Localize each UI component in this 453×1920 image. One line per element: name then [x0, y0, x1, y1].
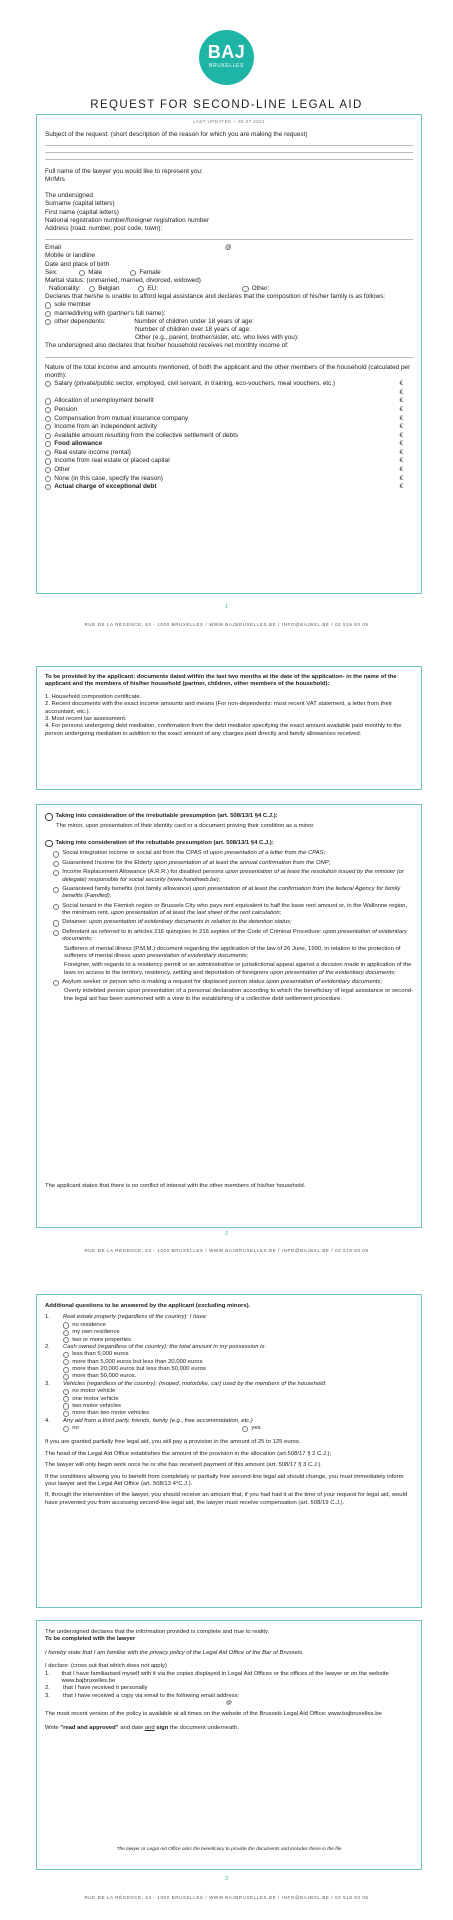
compensation-text: If, through the intervention of the lawyer, you should receive an amount that, if you had had it at the time of your request for legal aid, would have prevented you from accessing second-line legal aid, the lawyer must receive compensation (art. 508/19 C.J.).	[45, 1492, 408, 1506]
write-e: sign	[154, 1724, 169, 1731]
subject-line-3[interactable]	[45, 153, 413, 160]
married-label: married/living with (partner's full name):	[54, 309, 166, 317]
aid-yes-label: yes	[251, 1425, 261, 1431]
foreigner-italic: upon presentation of the evidentiary documents;	[270, 969, 396, 976]
page1-form	[36, 114, 422, 594]
privacy-text: I hereby state that I am familiar with the privacy policy of the Legal Aid Office of the Bar of Brussels.	[45, 1649, 304, 1656]
income-radio[interactable]	[45, 484, 51, 490]
euro-sign: €	[399, 414, 403, 422]
rebuttable-radio-item[interactable]	[53, 870, 59, 876]
rebuttable-items	[45, 850, 413, 943]
declares-family: Declares that he/she is unable to afford legal assistance and declares that the composition of his/her family is as follows:	[45, 293, 386, 301]
income-radio[interactable]	[45, 416, 51, 422]
income-row	[45, 380, 413, 389]
rebuttable-item-italic: upon presentation of evidentiary documents;	[62, 928, 408, 943]
children-over-18[interactable]: Number of children over 18 years of age:	[135, 326, 251, 333]
declare-1[interactable]: that I have familiarised myself with it via the copies displayed in Legal Aid Offices or the offices of the lawyer or on the website www.bajbruxelles.be	[61, 1670, 389, 1684]
rebuttable-item-italic: upon presentation of at least the last sheet of the rent calculation;	[110, 910, 282, 916]
foreigner-text: Foreigner, with regards to a residency permit or an administrative or jurisdictional appeal against a decision made in application of the laws on access to the territory, residency, settling and deportation of foreigners	[64, 962, 412, 976]
write-b: "read and approved"	[60, 1724, 119, 1731]
doc-item-4: 4. For persons undergoing debt mediation, confirmation from the debt mediator specifying the exact amount available paid monthly to the person undergoing mediation in addition to the exact amount of any charges paid directly and family allowances received.	[45, 723, 402, 737]
euro-sign: €	[399, 448, 403, 456]
provision-text: If you are granted partially free legal aid, you will pay a provision in the amount of 25 to 125 euros.	[45, 1439, 301, 1446]
q3o-radio[interactable]	[63, 1411, 69, 1417]
conflict-text: The applicant states that there is no conflict of interest with the other members of his/her household.	[45, 1183, 306, 1189]
dependents-label: other dependents:	[54, 317, 106, 325]
marital-field[interactable]: Marital status: (unmarried, married, divorced, widowed)	[45, 276, 201, 284]
declare-2[interactable]: that I have received it personally	[63, 1685, 148, 1692]
q1o-radio[interactable]	[63, 1330, 69, 1336]
income-label: None (in this case, specify the reason)	[54, 474, 163, 482]
q2-label: Cash owned (regardless of the country): the total amount in my possession is:	[63, 1343, 266, 1350]
q1o-option	[63, 1322, 413, 1329]
q2o-radio[interactable]	[63, 1374, 69, 1380]
documents-title: To be provided by the applicant: documents dated within the last two months at the date of the application- in the name of the applicant and the members of his/her household (partner, children, other members of the household):	[45, 674, 397, 688]
payment-text: The lawyer will only begin work once he or she has received payment of this amount (art. 508/17 § 3 C.J.).	[45, 1462, 322, 1469]
email-field[interactable]: Email	[45, 244, 61, 252]
rebuttable-item-text: Detainee:	[62, 919, 88, 926]
income-radio[interactable]	[45, 381, 51, 387]
income-radio[interactable]	[45, 433, 51, 439]
lawyer-note: The lawyer or Legal Aid Office asks the beneficiary to provide the documents and includes these in the file	[116, 1847, 342, 1852]
lawyer-label: Full name of the lawyer you would like to represent you:	[45, 167, 203, 175]
rebuttable-item-text: Income Replacement Allowance (A.R.R.) for disabled persons	[62, 869, 224, 876]
subject-line-2[interactable]	[45, 146, 413, 153]
children-under-18[interactable]: Number of children under 18 years of age:	[134, 317, 254, 325]
rebuttable-item-text: Social tenant in the Flemish region or Brussels City who pays rent equivalent to half the base rent amount or, in the Wallonne region, the minimum rent,	[62, 902, 408, 916]
sex-label: Sex:	[45, 268, 58, 276]
income-label: Salary (private/public sector, employed, civil servant, in training, eco-vouchers, meal vouchers, etc.)	[54, 380, 336, 388]
doc-item-3: 3. Most recent tax assessment.	[45, 715, 127, 722]
other-nationality-radio[interactable]	[242, 286, 248, 292]
q1o-option	[63, 1337, 413, 1344]
euro-sign: €	[399, 440, 403, 448]
income-radio[interactable]	[45, 476, 51, 482]
income-label: Pension	[54, 405, 78, 413]
q2o-radio[interactable]	[63, 1367, 69, 1373]
euro-sign: €	[399, 405, 403, 413]
rebuttable-item	[53, 919, 413, 926]
declare-text: I declare: (cross out that which does not apply)	[45, 1663, 167, 1670]
write-c: and date	[118, 1724, 145, 1731]
natreg-field[interactable]: National registration number/foreigner registration number	[45, 216, 210, 224]
q1o-label: no residence	[72, 1321, 106, 1328]
firstname-field[interactable]: First name (capital letters)	[45, 208, 119, 216]
q2o-option	[63, 1351, 413, 1358]
income-row	[45, 389, 413, 398]
email-at-sign: @	[226, 1700, 232, 1706]
page-number-3: 3	[225, 1876, 228, 1882]
married-radio[interactable]	[45, 311, 51, 317]
dob-field[interactable]: Date and place of birth	[45, 260, 110, 268]
rebuttable-item-italic: upon presentation of at least the resolution issued by the minister (or delegate) responsible for social security (www.handiweb.be);	[62, 869, 405, 883]
rebuttable-item-text: Guaranteed family benefits (not family allowance)	[62, 885, 192, 892]
euro-sign: €	[399, 457, 403, 465]
female-radio[interactable]	[130, 270, 136, 276]
q3o-option	[63, 1388, 413, 1395]
documents-box	[36, 666, 422, 790]
q3o-label: more than two motor vehicles	[72, 1410, 150, 1417]
income-nature: Nature of the total income and amounts mentioned, of both the applicant and the other members of the household (calculated per month):	[45, 363, 411, 379]
q1-options	[45, 1322, 413, 1344]
rebuttable-item	[53, 929, 413, 944]
aid-yes-radio[interactable]	[242, 1426, 248, 1432]
minor-text: The minor, upon presentation of their identity card or a document proving their condition as a minor.	[56, 822, 315, 829]
income-label: Allocation of unemployment benefit	[54, 397, 154, 405]
mobile-field[interactable]: Mobile or landline	[45, 252, 96, 260]
q3-options	[45, 1388, 413, 1418]
female-label: Female	[139, 268, 161, 276]
rebuttable-radio-item[interactable]	[53, 904, 59, 910]
q3o-option	[63, 1396, 413, 1403]
rebuttable-item-text: Defendant as referred to in articles 216 quinquies to 216 septies of the Code of Criminal Procedure:	[62, 928, 322, 935]
euro-sign: €	[399, 483, 403, 491]
additional-questions-box: Additional questions to be answered by the applicant (excluding minors). 1. Real estate property (regardless of the country): I have: no residence my own residence two or more properties 2. Cash owned (regardless of the country): the total amount in my possession is: less than 5,000 euros more than 5,000 euros but less than 20,000 euros more than 20,000 euros but less than 50,000 euros more than 50,000 euros. 3. Vehicles (regardless of the country): (moped, motorbike, car) used by the members of the household: no motor vehicle one motor vehicle two motor vehicles more than two motor vehicles 4. Any aid from a third party, friends, family (e.g., free accommodation, etc.) no yes If you are granted partially free legal aid, you will pay a provision in the amount of 25 to 125 euros. The head of the Legal Aid Office establishes the amount of the provision in the allocation (art.508/17 § 2 C.J.); The lawyer will only begin work once he or she has received payment of this amount (art. 508/17 § 3 C.J.). If the conditions allowing you to benefit from completely or partially free second-line legal aid should change, you must immediately inform your lawyer and the Legal Aid Office (art. 508/13 4°C.J.). If, through the intervention of the lawyer, you should receive an amount that, if you had had it at the time of your request for legal aid, would have prevented you from accessing second-line legal aid, the lawyer must receive compensation (art. 508/19 C.J.).	[36, 1294, 422, 1608]
q3o-option	[63, 1403, 413, 1410]
income-label: Available amount resulting from the collective settlement of debts	[54, 431, 239, 439]
income-label: Food allowance	[54, 440, 103, 448]
lawyer-section-title: To be completed with the lawyer	[45, 1636, 136, 1643]
rebuttable-item-italic: upon presentation of evidentiary documents in relation to the detention status;	[89, 919, 292, 926]
income-row	[45, 423, 413, 432]
undersigned: The undersigned	[45, 192, 93, 200]
q3-label: Vehicles (regardless of the country): (moped, motorbike, car) used by the members of the household:	[63, 1380, 327, 1387]
asylum-text: Asylum seeker or person who is making a request for displaced person status	[62, 979, 265, 985]
conditions-text: If the conditions allowing you to benefit from completely or partially free second-line legal aid should change, you must immediately inform your lawyer and the Legal Aid Office (art. 508/13 4°C.J.).	[45, 1473, 404, 1487]
sole-member-radio[interactable]	[45, 302, 51, 308]
income-label: Compensation from mutual insurance company	[54, 414, 189, 422]
rebuttable-radio[interactable]	[45, 840, 53, 848]
presumption-box	[36, 804, 422, 1228]
q2o-label: more than 50,000 euros.	[72, 1373, 137, 1380]
rebuttable-item	[53, 869, 413, 884]
sole-member-label: sole member	[54, 301, 92, 309]
income-row	[45, 406, 413, 415]
rebuttable-radio-item[interactable]	[53, 887, 59, 893]
income-radio[interactable]	[45, 407, 51, 413]
nationality-label: Nationality:	[49, 285, 81, 293]
page-number-2: 2	[225, 1231, 228, 1237]
income-row	[45, 432, 413, 441]
q2o-label: less than 5,000 euros	[72, 1351, 129, 1358]
mr-mrs: Mr/Mrs	[45, 176, 65, 183]
last-updated: LAST UPDATED – 30.07.2021	[192, 119, 266, 124]
male-label: Male	[88, 268, 103, 276]
income-row	[45, 474, 413, 483]
income-label: Other	[54, 466, 71, 474]
q1o-label: two or more properties	[72, 1336, 132, 1343]
aid-no-radio[interactable]	[63, 1426, 69, 1432]
q1o-option	[63, 1329, 413, 1336]
euro-sign: €	[399, 388, 403, 396]
mental-italic: upon presentation of evidentiary documents;	[132, 952, 249, 959]
surname-field[interactable]: Surname (capital letters)	[45, 200, 115, 208]
declaration-box: The undersigned declares that the information provided is complete and true to reality. To be completed with the lawyer I hereby state that I am familiar with the privacy policy of the Legal Aid Office of the Bar of Brussels. I declare: (cross out that which does not apply) 1. that I have familiarised myself with it via the copies displayed in Legal Aid Offices or the offices of the lawyer or on the website www.bajbruxelles.be 2. that I have received it personally 3. that I have received a copy via email to the following email address: @ The most recent version of the policy is available at all times on the website of the Brussels Legal Aid Office: www.bajbruxelles.be Write "read and approved" and date and sign the document underneath. The lawyer or Legal Aid Office asks the beneficiary to provide the documents and includes these in the file	[36, 1620, 422, 1870]
income-label: Actual charge of exceptional debt	[54, 483, 157, 491]
income-row	[45, 397, 413, 406]
address-field[interactable]: Address (road, number, post code, town):	[45, 224, 163, 232]
euro-sign: €	[399, 423, 403, 431]
q2o-option	[63, 1366, 413, 1373]
write-a: Write	[45, 1724, 61, 1731]
other-persons[interactable]: Other (e.g., parent, brother/sister, etc. who lives with you):	[135, 334, 299, 342]
q3o-radio[interactable]	[63, 1403, 69, 1409]
q3o-label: no motor vehicle	[72, 1388, 116, 1395]
income-row	[45, 440, 413, 449]
declaration-text: The undersigned declares that the information provided is complete and true to reality.	[45, 1629, 270, 1635]
q3o-label: one motor vehicle	[72, 1395, 119, 1402]
income-radio[interactable]	[45, 398, 51, 404]
belgian-radio[interactable]	[89, 286, 95, 292]
eu-radio[interactable]	[138, 286, 144, 292]
head-text: The head of the Legal Aid Office establishes the amount of the provision in the allocation (art.508/17 § 2 C.J.);	[45, 1450, 332, 1457]
page-title: REQUEST FOR SECOND-LINE LEGAL AID	[90, 99, 363, 111]
asylum-italic: upon presentation of evidentiary documents;	[266, 979, 383, 985]
income-label: Income from real estate or placed capital	[54, 457, 170, 465]
mental-text: Sufferers of mental illness (P.M.M.) document regarding the application of the law of 26 June, 1990, in relation to the protection of sufferers of mental illness	[64, 945, 401, 959]
write-f: the document underneath.	[168, 1724, 239, 1731]
q2o-option	[63, 1373, 413, 1380]
footer-3: RUE DE LA RÉGENCE, 63 - 1000 BRUXELLES / WWW.BAJBRUXELLES.BE / INFO@BAJBXL.BE / 02 519 83 05	[84, 1895, 369, 1900]
income-radio[interactable]	[45, 441, 51, 447]
rebuttable-item	[53, 903, 413, 918]
income-row	[45, 414, 413, 423]
euro-sign: €	[399, 431, 403, 439]
q1o-radio[interactable]	[63, 1337, 69, 1343]
euro-sign: €	[399, 466, 403, 474]
rebuttable-item	[53, 850, 413, 857]
rebuttable-radio-item[interactable]	[53, 861, 59, 867]
household-income: The undersigned also declares that his/her household receives net monthly income of:	[45, 342, 289, 350]
q4-label: Any aid from a third party, friends, family (e.g., free accommodation, etc.)	[63, 1417, 253, 1424]
aid-no-label: no	[72, 1425, 79, 1431]
footer-2: RUE DE LA RÉGENCE, 63 - 1000 BRUXELLES / WWW.BAJBRUXELLES.BE / INFO@BAJBXL.BE / 02 519 83 05	[84, 1248, 369, 1253]
footer-1: RUE DE LA RÉGENCE, 63 - 1000 BRUXELLES / WWW.BAJBRUXELLES.BE / INFO@BAJBXL.BE / 02 519 83 05	[84, 622, 369, 627]
euro-sign: €	[399, 397, 403, 405]
rebuttable-radio-item[interactable]	[53, 851, 59, 857]
logo-main: BAJ	[207, 42, 246, 62]
income-radio[interactable]	[45, 458, 51, 464]
doc-item-1: 1. Household composition certificate.	[45, 693, 142, 700]
baj-logo	[199, 30, 254, 85]
rebuttable-radio-item[interactable]	[53, 930, 59, 936]
income-label: Income from an independent activity	[54, 423, 157, 431]
euro-sign: €	[399, 474, 403, 482]
address-line[interactable]	[45, 233, 413, 240]
income-row	[45, 466, 413, 475]
q3o-radio[interactable]	[63, 1396, 69, 1402]
rebuttable-item-text: Guaranteed Income for the Elderly	[62, 859, 153, 866]
rebuttable-label: Taking into consideration of the rebuttable presumption (art. 508/13/1 §4 C.J.):	[55, 839, 274, 846]
q1o-label: my own residence	[72, 1329, 120, 1336]
q2o-label: more than 5,000 euros but less than 20,000 euros	[72, 1358, 203, 1365]
rebuttable-item-text: Social integration income or social aid from the CPAS of	[62, 850, 209, 857]
recent-policy-text: The most recent version of the policy is available at all times on the website of the Brussels Legal Aid Office: www.bajbruxelles.be	[45, 1711, 382, 1718]
income-line[interactable]	[45, 351, 413, 358]
page-number-1: 1	[225, 604, 228, 610]
q2o-option	[63, 1359, 413, 1366]
logo-sub: BRUXELLES	[209, 63, 244, 69]
dependents-radio[interactable]	[45, 319, 51, 325]
income-row	[45, 457, 413, 466]
rebuttable-item	[53, 860, 413, 867]
income-radio[interactable]	[45, 424, 51, 430]
q2o-label: more than 20,000 euros but less than 50,000 euros	[72, 1366, 206, 1372]
additional-title: Additional questions to be answered by the applicant (excluding minors).	[45, 1303, 251, 1309]
euro-sign: €	[399, 380, 403, 388]
other-nationality-label: Other:	[251, 285, 270, 293]
indebted-text: Overly indebted person upon presentation of a personal declaration according to which the beneficiary of legal assistance or second-line legal aid has been summoned with a view to the establishing of a collective debt settlement procedure.	[64, 988, 413, 1002]
asylum-radio[interactable]	[53, 980, 59, 986]
irrebuttable-radio[interactable]	[45, 813, 53, 821]
q3o-radio[interactable]	[63, 1389, 69, 1395]
irrebuttable-label: Taking into consideration of the irrebuttable presumption (art. 508/13/1 §4 C.J.):	[55, 813, 278, 820]
male-radio[interactable]	[79, 270, 85, 276]
income-list	[45, 380, 413, 492]
income-row	[45, 449, 413, 458]
q3o-label: two motor vehicles	[72, 1402, 121, 1409]
q2-options	[45, 1351, 413, 1381]
eu-label: EU:	[147, 285, 159, 293]
rebuttable-item-italic: upon presentation of a letter from the CPAS;	[209, 850, 326, 857]
q2o-radio[interactable]	[63, 1359, 69, 1365]
rebuttable-item-italic: upon presentation of at least the annual confirmation from the ONP;	[153, 859, 331, 866]
q1o-radio[interactable]	[63, 1322, 69, 1328]
income-radio[interactable]	[45, 467, 51, 473]
rebuttable-item	[53, 886, 413, 901]
doc-item-2: 2. Recent documents with the exact income amounts and means (For non-dependents: most recent VAT statement, a letter from their accountant, etc.).	[45, 701, 393, 715]
write-instruction	[45, 1725, 413, 1732]
rebuttable-item-italic: upon presentation of at least the confirmation from the federal Agency for family benefits (Famifed);	[62, 885, 401, 900]
income-label: Real estate income (rental)	[54, 448, 131, 456]
declare-3[interactable]: that I have received a copy via email to the following email address:	[63, 1692, 240, 1699]
income-row	[45, 483, 413, 492]
q3o-option	[63, 1410, 413, 1417]
write-d: and	[144, 1724, 155, 1731]
subject-line-1[interactable]	[45, 139, 413, 146]
email-at: @	[225, 244, 232, 252]
belgian-label: Belgian	[98, 285, 120, 293]
q2o-radio[interactable]	[63, 1352, 69, 1358]
q1-label: Real estate property (regardless of the country): I have:	[63, 1314, 208, 1321]
rebuttable-radio-item[interactable]	[53, 920, 59, 926]
subject-label: Subject of the request: (short description of the reason for which you are making the request)	[45, 130, 308, 138]
income-radio[interactable]	[45, 450, 51, 456]
